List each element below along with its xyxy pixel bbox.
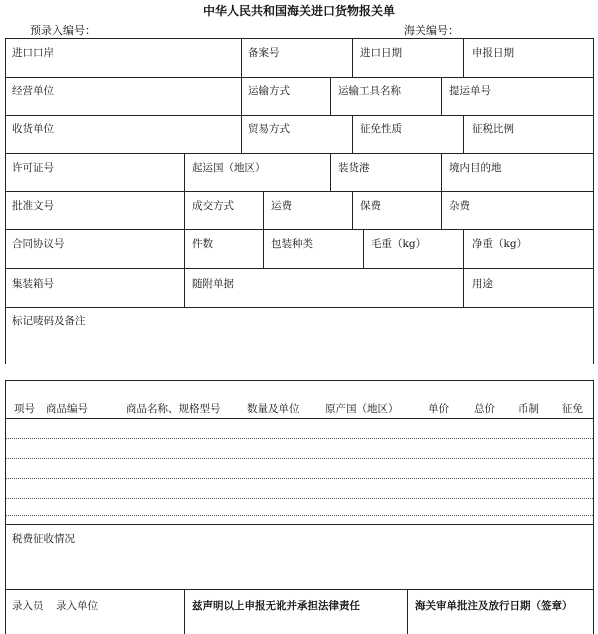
operator-unit-label: 经营单位 <box>12 85 54 97</box>
gross-weight-label: 毛重（kg） <box>371 238 427 250</box>
tax-status-label: 税费征收情况 <box>12 533 75 545</box>
exemption-nature-label: 征免性质 <box>360 123 402 135</box>
bill-number-label: 提运单号 <box>449 85 491 97</box>
column-header-total-price: 总价 <box>474 403 495 415</box>
column-header-unit-price: 单价 <box>428 403 449 415</box>
transport-name-label: 运输工具名称 <box>338 85 401 97</box>
contract-number-label: 合同协议号 <box>12 238 65 250</box>
misc-fee-label: 杂费 <box>449 200 470 212</box>
deal-mode-label: 成交方式 <box>192 200 234 212</box>
tax-ratio-label: 征税比例 <box>472 123 514 135</box>
marks-remarks-label: 标记唛码及备注 <box>12 315 86 327</box>
import-date-label: 进口日期 <box>360 47 402 59</box>
column-header-item-no: 项号 <box>14 403 35 415</box>
approval-number-label: 批准文号 <box>12 200 54 212</box>
column-header-name-spec: 商品名称、规格型号 <box>126 403 221 415</box>
pre-entry-number-label: 预录入编号： <box>30 24 96 37</box>
loading-port-label: 装货港 <box>338 162 370 174</box>
column-header-origin-country: 原产国（地区） <box>325 403 399 415</box>
container-number-label: 集装箱号 <box>12 278 54 290</box>
attached-documents-label: 随附单据 <box>192 278 234 290</box>
form-title: 中华人民共和国海关进口货物报关单 <box>202 4 395 18</box>
entry-clerk-label: 录入员 <box>12 600 44 612</box>
consignee-label: 收货单位 <box>12 123 54 135</box>
customs-approval-label: 海关审单批注及放行日期（签章） <box>415 600 573 612</box>
net-weight-label: 净重（kg） <box>472 238 528 250</box>
customs-number-label: 海关编号： <box>404 24 459 37</box>
entry-unit-label: 录入单位 <box>56 600 98 612</box>
column-header-commodity-code: 商品编号 <box>46 403 88 415</box>
transport-mode-label: 运输方式 <box>248 85 290 97</box>
declaration-statement: 兹声明以上申报无讹并承担法律责任 <box>192 600 360 612</box>
insurance-label: 保费 <box>360 200 381 212</box>
usage-label: 用途 <box>472 278 493 290</box>
declare-date-label: 申报日期 <box>472 47 514 59</box>
origin-country-label: 起运国（地区） <box>192 162 266 174</box>
trade-mode-label: 贸易方式 <box>248 123 290 135</box>
pieces-label: 件数 <box>192 238 213 250</box>
page-break-gap <box>0 364 598 380</box>
package-type-label: 包装种类 <box>271 238 313 250</box>
import-port-label: 进口口岸 <box>12 47 54 59</box>
column-header-currency: 币制 <box>518 403 539 415</box>
column-header-quantity-unit: 数量及单位 <box>247 403 300 415</box>
freight-label: 运费 <box>271 200 292 212</box>
record-number-label: 备案号 <box>248 47 280 59</box>
domestic-destination-label: 境内目的地 <box>449 162 502 174</box>
license-number-label: 许可证号 <box>12 162 54 174</box>
column-header-exemption: 征免 <box>562 403 583 415</box>
